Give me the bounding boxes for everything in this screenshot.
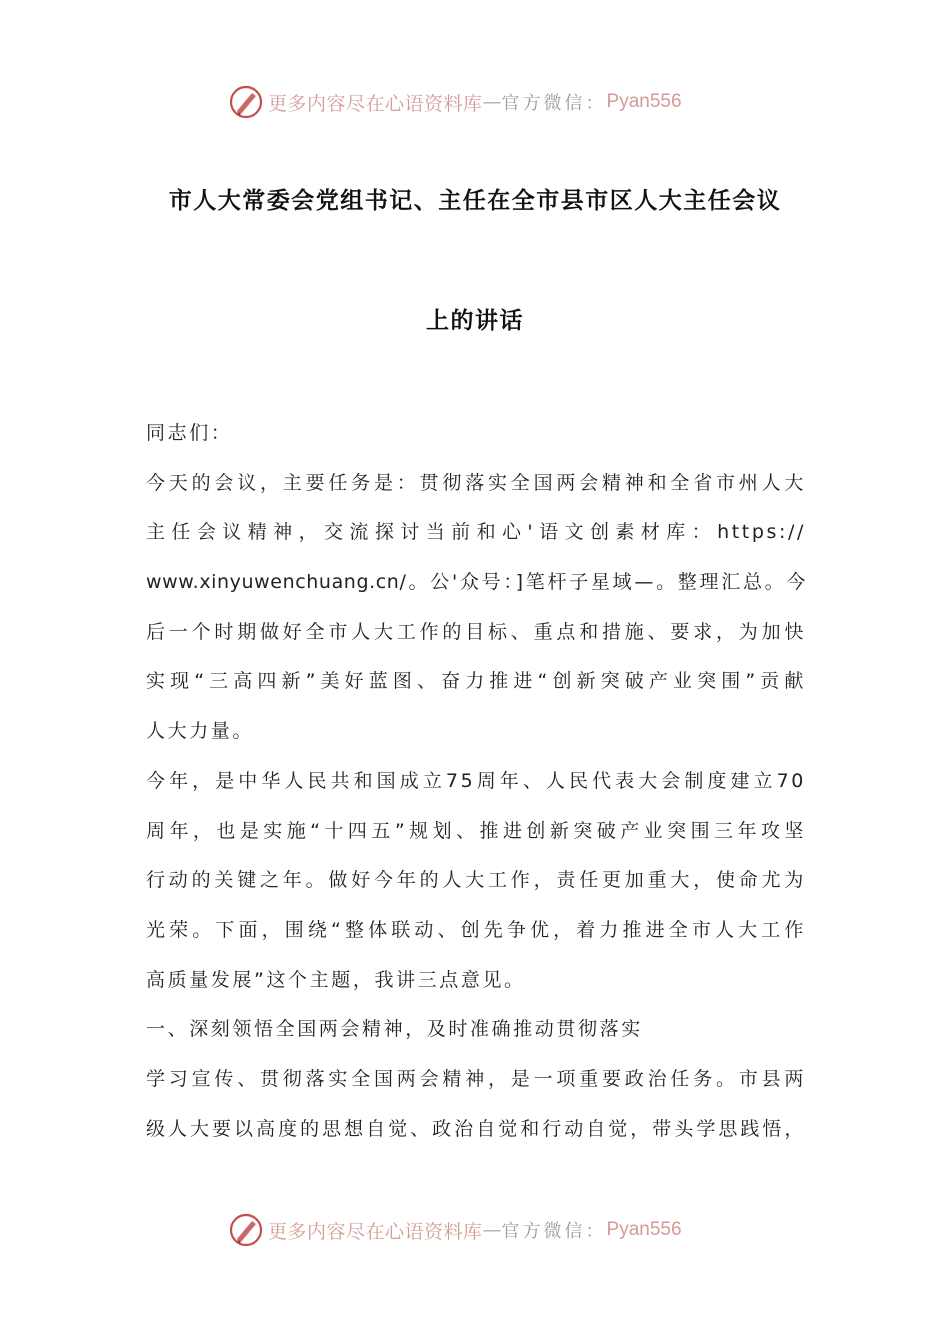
document-body xyxy=(146,409,806,1154)
body-line: 实现“三高四新”美好蓝图、奋力推进“创新突破产业突围”贡献 xyxy=(146,670,806,693)
banner-separator: — xyxy=(482,1219,502,1241)
body-line: 今年，是中华人民共和国成立75周年、人民代表大会制度建立70 xyxy=(146,769,806,792)
body-line: 高质量发展”这个主题，我讲三点意见。 xyxy=(146,968,526,991)
document-title-line-2: 上的讲话 xyxy=(426,308,524,334)
body-line: www.xinyuwenchuang.cn/。公'众号：]笔杆子星域—。整理汇总。今 xyxy=(146,571,806,594)
body-line: 学习宣传、贯彻落实全国两会精神，是一项重要政治任务。市县两 xyxy=(146,1067,806,1090)
document-title-line-1: 市人大常委会党组书记、主任在全市县市区人大主任会议 xyxy=(168,188,782,214)
banner-separator: — xyxy=(482,91,502,113)
banner-wechat-id: Pyan556 xyxy=(606,1219,682,1240)
body-line: 人大力量。 xyxy=(146,720,255,743)
body-line: 光荣。下面，围绕“整体联动、创先争优，着力推进全市人大工作 xyxy=(146,918,806,941)
banner-wechat-label: 官方微信： xyxy=(501,1221,607,1242)
body-line: 主任会议精神，交流探讨当前和心'语文创素材库：https:// xyxy=(146,521,806,544)
pen-circle-logo-icon xyxy=(228,84,264,120)
header-banner xyxy=(228,84,682,120)
footer-banner xyxy=(228,1212,682,1248)
banner-wechat-id: Pyan556 xyxy=(606,91,682,112)
banner-main-text: 更多内容尽在心语资料库 xyxy=(268,92,483,115)
body-line: 今天的会议，主要任务是：贯彻落实全国两会精神和全省市州人大 xyxy=(146,471,806,494)
pen-circle-logo-icon xyxy=(228,1212,264,1248)
body-line: 同志们： xyxy=(146,422,233,444)
banner-main-text: 更多内容尽在心语资料库 xyxy=(268,1220,483,1243)
banner-wechat-label: 官方微信： xyxy=(501,93,607,114)
body-line: 行动的关键之年。做好今年的人大工作，责任更加重大，使命尤为 xyxy=(146,869,806,892)
body-line: 后一个时期做好全市人大工作的目标、重点和措施、要求，为加快 xyxy=(146,620,806,643)
body-line: 级人大要以高度的思想自觉、政治自觉和行动自觉，带头学思践悟， xyxy=(146,1117,806,1140)
section-heading: 一、深刻领悟全国两会精神，及时准确推动贯彻落实 xyxy=(146,1018,643,1041)
body-line: 周年，也是实施“十四五”规划、推进创新突破产业突围三年攻坚 xyxy=(146,819,806,842)
